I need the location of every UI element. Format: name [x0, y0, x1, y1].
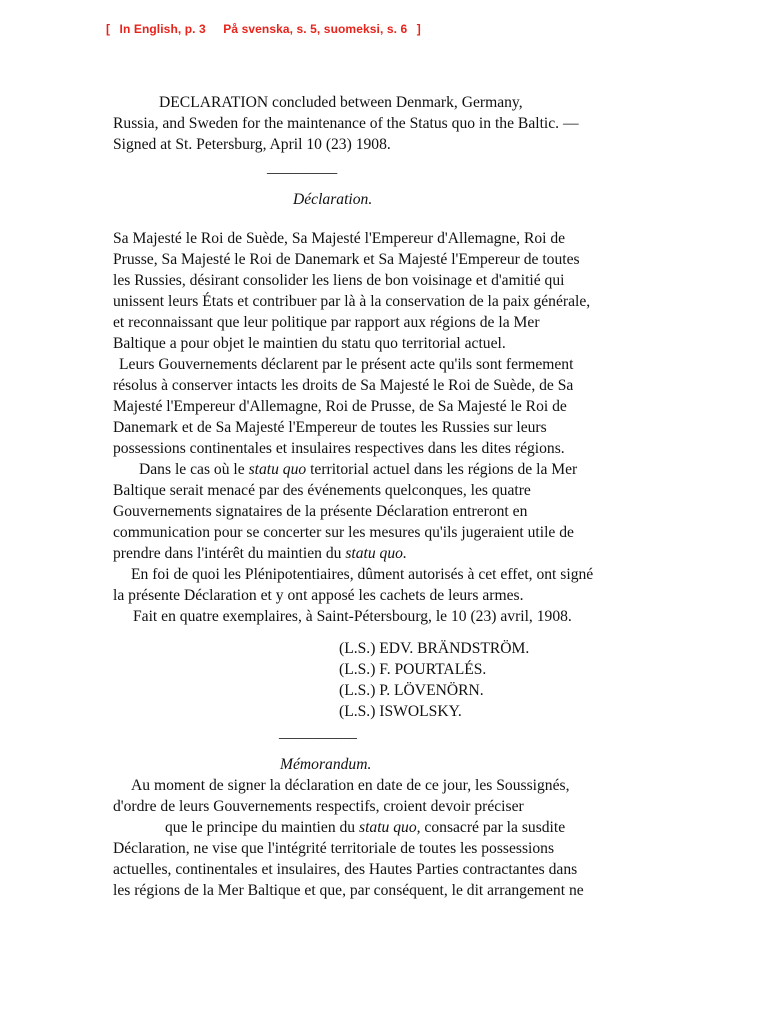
text-fragment: consacré par la susdite	[420, 819, 566, 836]
text-line: communication pour se concerter sur les mesures qu'ils jugeraient utile de	[113, 524, 574, 541]
text-line: d'ordre de leurs Gouvernements respectifs, croient devoir préciser	[113, 798, 524, 815]
document-body	[113, 92, 653, 901]
text-line: actuelles, continentales et insulaires, des Hautes Parties contractantes dans	[113, 861, 578, 878]
italic-fragment: statu quo,	[359, 819, 421, 836]
signature-line: (L.S.) EDV. BRÄNDSTRÖM.	[339, 640, 530, 657]
text-line: Majesté l'Empereur d'Allemagne, Roi de Prusse, de Sa Majesté le Roi de	[113, 398, 567, 415]
text-line: Gouvernements signataires de la présente Déclaration entreront en	[113, 503, 528, 520]
italic-fragment: statu quo.	[345, 545, 407, 562]
text-line: les Russies, désirant consolider les liens de bon voisinage et d'amitié qui	[113, 272, 565, 289]
italic-fragment: statu quo	[248, 461, 307, 478]
text-line: Leurs Gouvernements déclarent par le présent acte qu'ils sont fermement	[119, 356, 574, 373]
paragraph-status-quo	[113, 459, 653, 564]
text-line	[113, 459, 653, 480]
language-nav	[106, 22, 421, 36]
text-fragment: territorial actuel dans les régions de la Mer	[306, 461, 578, 478]
paragraph-memorandum	[113, 775, 653, 901]
link-svenska-suomeksi[interactable]: På svenska, s. 5, suomeksi, s. 6	[223, 22, 408, 36]
divider-rule: _________	[267, 159, 338, 176]
text-line: Baltique serait menacé par des événements quelconques, les quatre	[113, 482, 531, 499]
text-fragment: prendre dans l'intérêt du maintien du	[113, 545, 346, 562]
text-line: Baltique a pour objet le maintien du statu quo territorial actuel.	[113, 335, 506, 352]
paragraph-governments	[113, 354, 653, 459]
text-fragment: que le principe du maintien du	[165, 819, 360, 836]
text-line: Déclaration, ne vise que l'intégrité territoriale de toutes les possessions	[113, 840, 555, 857]
paragraph-in-witness	[113, 564, 653, 606]
text-line: En foi de quoi les Plénipotentiaires, dûment autorisés à cet effet, ont signé	[131, 566, 594, 583]
title-line: DECLARATION concluded between Denmark, Germany,	[159, 94, 523, 111]
text-fragment: Dans le cas où le	[139, 461, 249, 478]
divider-rule: __________	[279, 724, 357, 741]
title-line: Russia, and Sweden for the maintenance of the Status quo in the Baltic. —	[113, 115, 579, 132]
title-line: Signed at St. Petersburg, April 10 (23) 1908.	[113, 136, 391, 153]
signature-line: (L.S.) F. POURTALÉS.	[339, 661, 487, 678]
nav-bracket-open: [	[106, 22, 111, 36]
signature-line: (L.S.) ISWOLSKY.	[339, 703, 462, 720]
signature-block	[113, 638, 653, 722]
text-line: les régions de la Mer Baltique et que, par conséquent, le dit arrangement ne	[113, 882, 584, 899]
text-line: résolus à conserver intacts les droits de Sa Majesté le Roi de Suède, de Sa	[113, 377, 574, 394]
text-line: Au moment de signer la déclaration en date de ce jour, les Soussignés,	[131, 777, 570, 794]
memorandum-heading: Mémorandum.	[280, 756, 372, 773]
text-line: possessions continentales et insulaires respectives dans les dites régions.	[113, 440, 565, 457]
text-line: la présente Déclaration et y ont apposé les cachets de leurs armes.	[113, 587, 524, 604]
paragraph-preamble	[113, 228, 653, 354]
title-block	[113, 92, 653, 155]
text-line	[113, 543, 653, 564]
text-line: Sa Majesté le Roi de Suède, Sa Majesté l'Empereur d'Allemagne, Roi de	[113, 230, 566, 247]
signature-line: (L.S.) P. LÖVENÖRN.	[339, 682, 484, 699]
done-at-line: Fait en quatre exemplaires, à Saint-Pétersbourg, le 10 (23) avril, 1908.	[133, 608, 572, 625]
nav-bracket-close: ]	[416, 22, 421, 36]
link-english[interactable]: In English, p. 3	[119, 22, 206, 36]
text-line: Prusse, Sa Majesté le Roi de Danemark et Sa Majesté l'Empereur de toutes	[113, 251, 580, 268]
text-line: unissent leurs États et contribuer par là à la conservation de la paix générale,	[113, 293, 591, 310]
text-line: et reconnaissant que leur politique par rapport aux régions de la Mer	[113, 314, 540, 331]
text-line	[113, 817, 653, 838]
declaration-heading: Déclaration.	[293, 191, 373, 208]
text-line: Danemark et de Sa Majesté l'Empereur de toutes les Russies sur leurs	[113, 419, 547, 436]
